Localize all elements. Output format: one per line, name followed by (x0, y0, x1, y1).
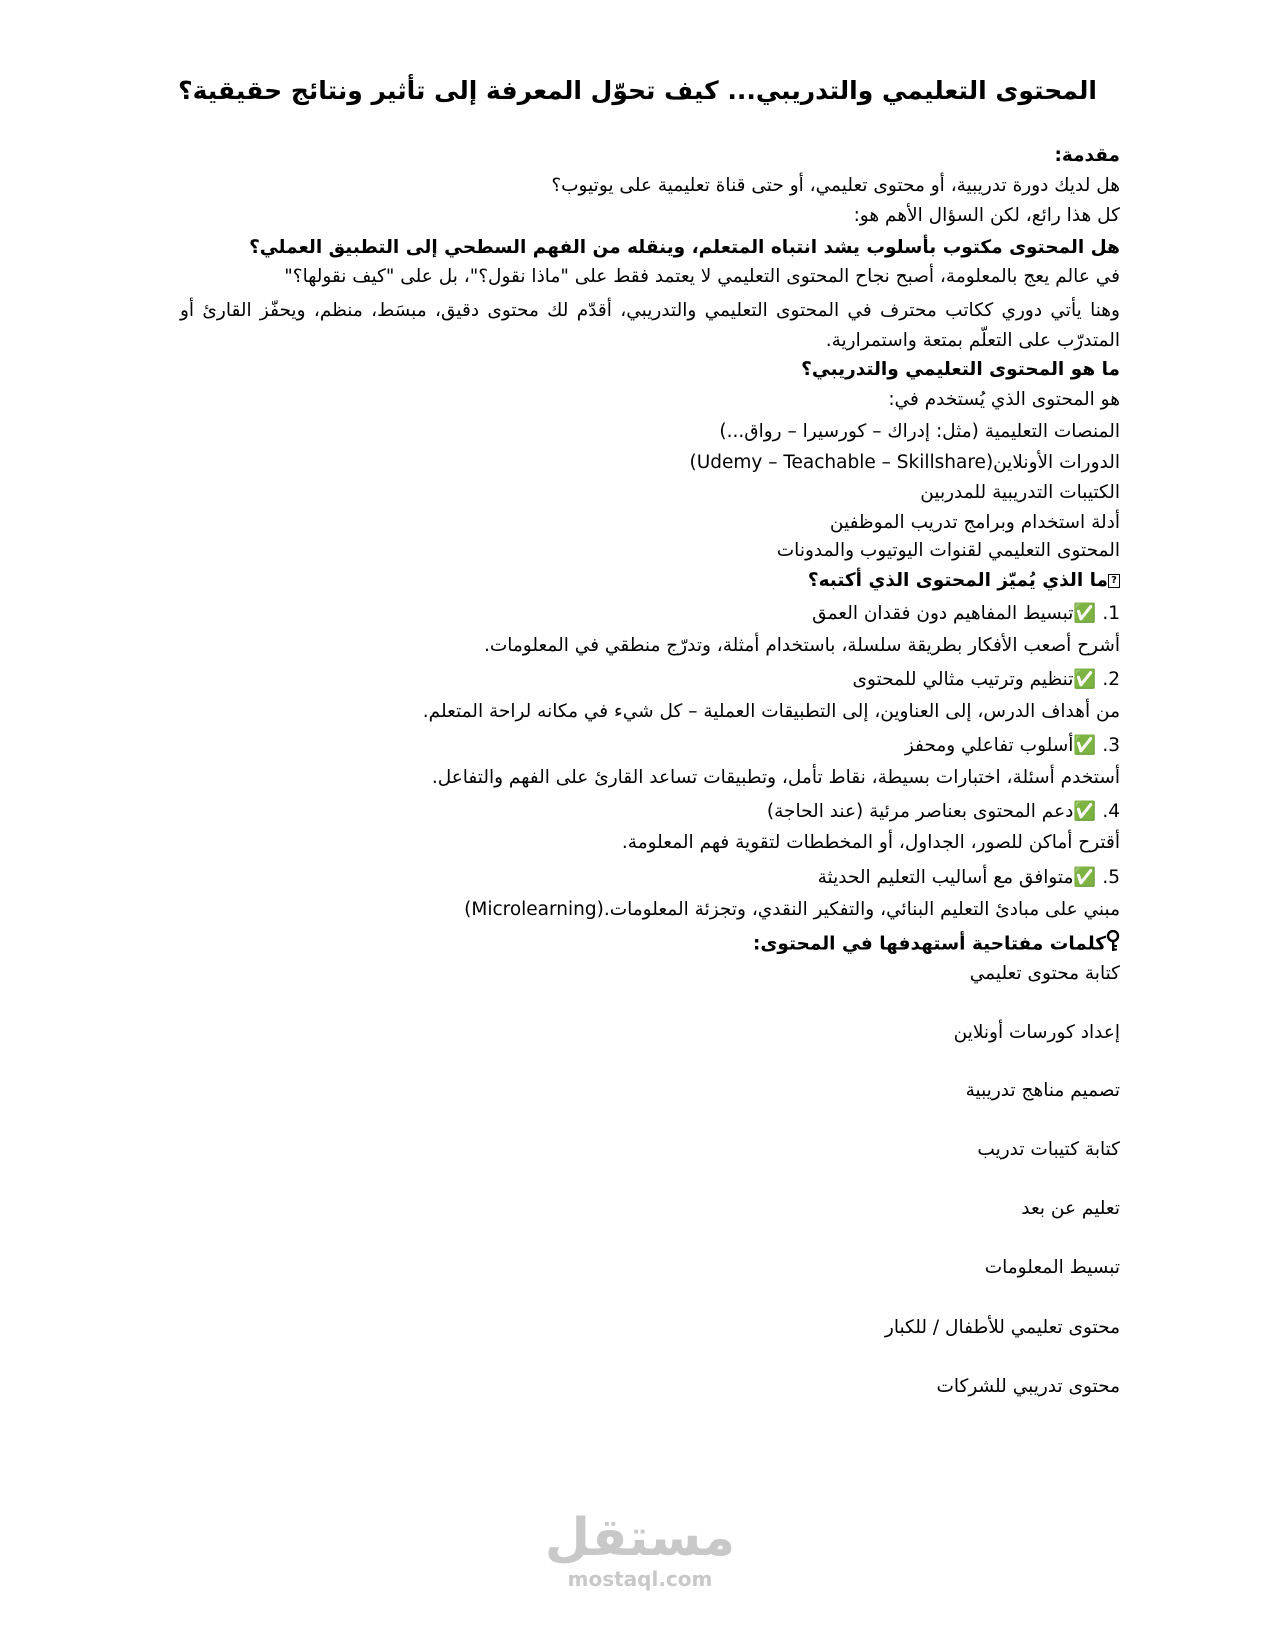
feature-title (853, 668, 1120, 692)
keyword-item: تبسيط المعلومات (984, 1257, 1120, 1278)
check-icon: ✅ (1073, 735, 1097, 756)
keyword-item: محتوى تدريبي للشركات (936, 1376, 1120, 1397)
keyword-item: تصميم مناهج تدريبية (965, 1080, 1120, 1101)
what-is-item: الكتيبات التدريبية للمدربين (920, 482, 1120, 503)
what-is-item: الدورات الأونلاين(Udemy – Teachable – Skillshare) (689, 452, 1120, 473)
feature-title (767, 800, 1120, 824)
keyword-item: كتابة كتيبات تدريب (977, 1139, 1120, 1160)
intro-line-2: كل هذا رائع، لكن السؤال الأهم هو: (853, 205, 1120, 226)
intro-question: هل المحتوى مكتوب بأسلوب يشد انتباه المتعلم، وينقله من الفهم السطحي إلى التطبيق العملي؟ (249, 237, 1120, 258)
what-is-item: المنصات التعليمية (مثل: إدراك – كورسيرا – رواق...) (719, 421, 1120, 442)
check-icon: ✅ (1073, 801, 1097, 822)
feature-number: 4. (1102, 801, 1120, 822)
page-title: المحتوى التعليمي والتدريبي... كيف تحوّل المعرفة إلى تأثير ونتائج حقيقية؟ (178, 76, 1097, 105)
feature-title-text: تنظيم وترتيب مثالي للمحتوى (852, 669, 1074, 690)
feature-number: 5. (1102, 867, 1120, 888)
check-icon: ✅ (1073, 669, 1097, 690)
check-icon: ✅ (1073, 867, 1097, 888)
watermark-arabic: مستقل (544, 1508, 736, 1568)
feature-title-text: متوافق مع أساليب التعليم الحديثة (817, 867, 1074, 888)
mostaql-watermark-logo (520, 1508, 760, 1590)
intro-heading: مقدمة: (1054, 145, 1120, 166)
feature-desc: أقترح أماكن للصور، الجداول، أو المخططات لتقوية فهم المعلومة. (621, 832, 1120, 853)
keyword-item: إعداد كورسات أونلاين (953, 1022, 1120, 1043)
check-icon: ✅ (1073, 603, 1097, 624)
feature-number: 1. (1102, 603, 1120, 624)
feature-title-text: تبسيط المفاهيم دون فقدان العمق (812, 603, 1074, 624)
key-icon (1106, 930, 1120, 959)
features-heading (808, 569, 1120, 593)
feature-title (812, 602, 1120, 626)
feature-number: 2. (1102, 669, 1120, 690)
feature-title-text: أسلوب تفاعلي ومحفز (904, 735, 1074, 756)
what-is-item: أدلة استخدام وبرامج تدريب الموظفين (829, 512, 1120, 533)
intro-line-1: هل لديك دورة تدريبية، أو محتوى تعليمي، أو حتى قناة تعليمية على يوتيوب؟ (551, 175, 1120, 196)
what-is-lead: هو المحتوى الذي يُستخدم في: (888, 389, 1120, 410)
keyword-item: تعليم عن بعد (1021, 1198, 1120, 1219)
keywords-heading (753, 930, 1120, 959)
watermark-latin: mostaql.com (567, 1567, 713, 1591)
feature-desc: مبني على مبادئ التعليم البنائي، والتفكير النقدي، وتجزئة المعلومات.(Microlearning) (464, 899, 1120, 920)
feature-desc: من أهداف الدرس، إلى العناوين، إلى التطبيقات العملية – كل شيء في مكانه لراحة المتعلم. (422, 701, 1120, 722)
intro-line-3: في عالم يعج بالمعلومة، أصبح نجاح المحتوى التعليمي لا يعتمد فقط على "ماذا نقول؟"، بل على "كيف نقولها؟" (284, 266, 1120, 287)
keyword-item: كتابة محتوى تعليمي (969, 963, 1120, 984)
feature-title (905, 734, 1120, 758)
question-box-icon: ? (1108, 574, 1120, 588)
feature-desc: أشرح أصعب الأفكار بطريقة سلسلة، باستخدام أمثلة، وتدرّج منطقي في المعلومات. (483, 635, 1120, 656)
features-heading-text: ما الذي يُميّز المحتوى الذي أكتبه؟ (807, 570, 1108, 591)
feature-number: 3. (1102, 735, 1120, 756)
what-is-heading: ما هو المحتوى التعليمي والتدريبي؟ (801, 359, 1120, 380)
keyword-item: محتوى تعليمي للأطفال / للكبار (884, 1317, 1120, 1338)
feature-title-text: دعم المحتوى بعناصر مرئية (عند الحاجة) (766, 801, 1074, 822)
intro-line-4: وهنا يأتي دوري ككاتب محترف في المحتوى التعليمي والتدريبي، أقدّم لك محتوى دقيق، مبسَط، منظم، ويحفّز القارئ أو المتدرّب على التعلّم بمتعة واستمرارية. (180, 300, 1120, 351)
feature-desc: أستخدم أسئلة، اختبارات بسيطة، نقاط تأمل، وتطبيقات تساعد القارئ على الفهم والتفاعل. (431, 767, 1120, 788)
feature-title (818, 866, 1120, 890)
what-is-item: المحتوى التعليمي لقنوات اليوتيوب والمدونات (776, 540, 1120, 561)
keywords-heading-text: كلمات مفتاحية أستهدفها في المحتوى: (753, 933, 1106, 955)
